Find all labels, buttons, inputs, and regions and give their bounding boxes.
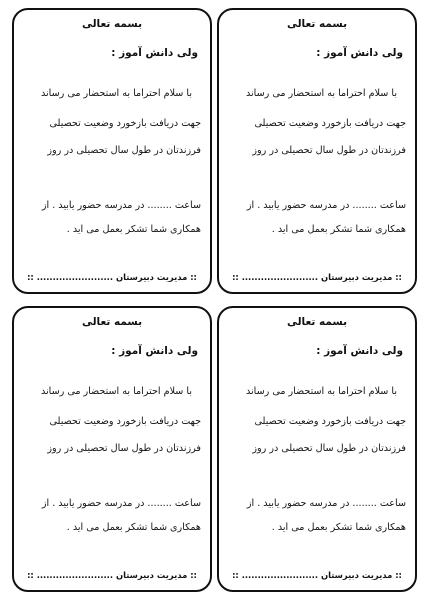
body-line: فرزندتان در طول سال تحصیلی در روز	[47, 443, 201, 454]
body-line: ساعت ........ در مدرسه حضور یابید . از	[41, 200, 201, 211]
body-line: جهت دریافت بازخورد وضعیت تحصیلی	[254, 118, 406, 129]
body-line: ساعت ........ در مدرسه حضور یابید . از	[41, 498, 201, 509]
body-line: همکاری شما تشکر بعمل می آید .	[271, 522, 406, 533]
body-line: فرزندتان در طول سال تحصیلی در روز	[252, 443, 406, 454]
salutation: ولی دانش آموز :	[111, 47, 198, 59]
notice-card	[12, 8, 212, 294]
body-line: فرزندتان در طول سال تحصیلی در روز	[252, 145, 406, 156]
body-line: جهت دریافت بازخورد وضعیت تحصیلی	[254, 416, 406, 427]
body-line: فرزندتان در طول سال تحصیلی در روز	[47, 145, 201, 156]
body-line: همکاری شما تشکر بعمل می آید .	[66, 522, 201, 533]
card-title: بسمه تعالی	[286, 18, 348, 30]
notice-card	[217, 306, 417, 592]
body-line: با سلام احتراما به استحضار می رساند	[245, 88, 397, 99]
salutation: ولی دانش آموز :	[316, 345, 403, 357]
body-line: همکاری شما تشکر بعمل می آید .	[271, 224, 406, 235]
card-title: بسمه تعالی	[81, 316, 143, 328]
card-title: بسمه تعالی	[81, 18, 143, 30]
card-title: بسمه تعالی	[286, 316, 348, 328]
signature-footer: :: مدیریت دبیرستان ........................ ::	[27, 570, 197, 580]
body-line: با سلام احتراما به استحضار می رساند	[245, 386, 397, 397]
body-line: همکاری شما تشکر بعمل می آید .	[66, 224, 201, 235]
notice-card	[217, 8, 417, 294]
body-line: جهت دریافت بازخورد وضعیت تحصیلی	[49, 118, 201, 129]
notice-card	[12, 306, 212, 592]
salutation: ولی دانش آموز :	[316, 47, 403, 59]
signature-footer: :: مدیریت دبیرستان ........................ ::	[27, 272, 197, 282]
body-line: با سلام احتراما به استحضار می رساند	[40, 386, 192, 397]
body-line: ساعت ........ در مدرسه حضور یابید . از	[246, 498, 406, 509]
body-line: ساعت ........ در مدرسه حضور یابید . از	[246, 200, 406, 211]
salutation: ولی دانش آموز :	[111, 345, 198, 357]
signature-footer: :: مدیریت دبیرستان ........................ ::	[232, 272, 402, 282]
body-line: با سلام احتراما به استحضار می رساند	[40, 88, 192, 99]
body-line: جهت دریافت بازخورد وضعیت تحصیلی	[49, 416, 201, 427]
signature-footer: :: مدیریت دبیرستان ........................ ::	[232, 570, 402, 580]
